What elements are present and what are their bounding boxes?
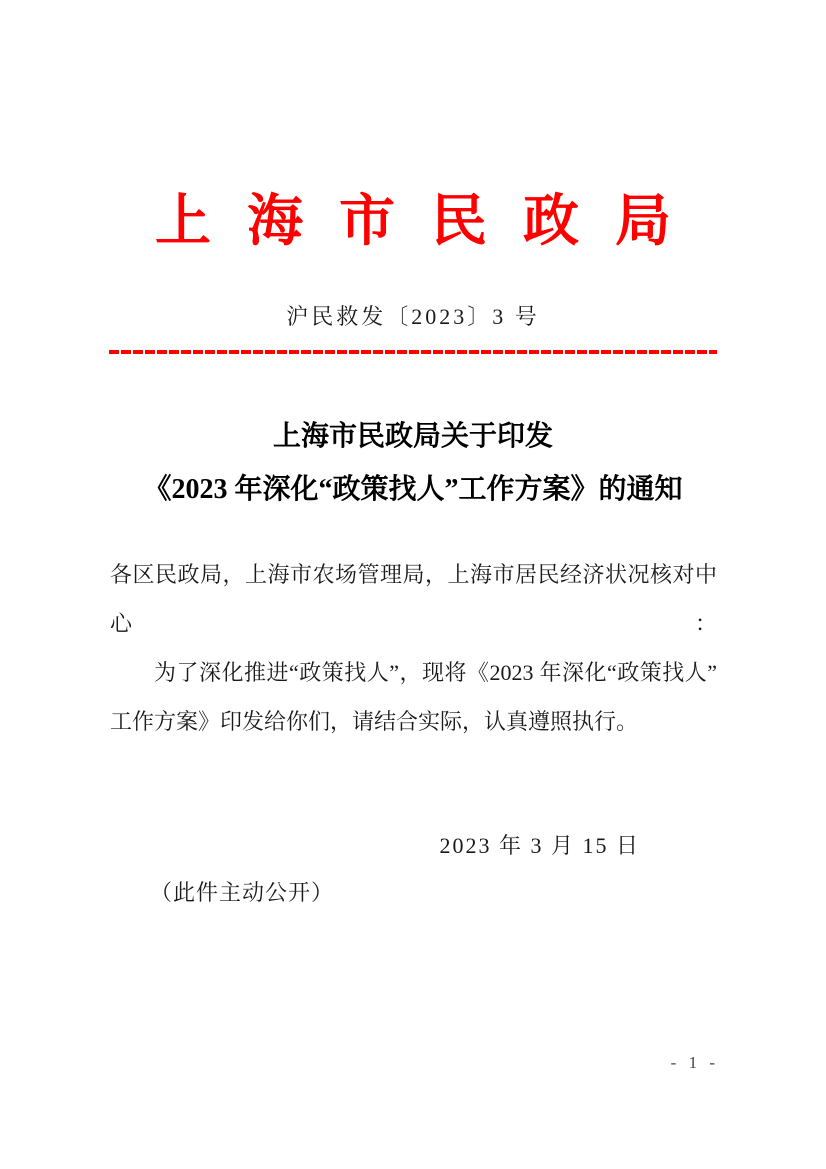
- doc-title-line2: 《2023 年深化“政策找人”工作方案》的通知: [143, 474, 683, 505]
- doc-number: 沪民救发〔2023〕3 号: [286, 304, 540, 329]
- doc-title: [0, 410, 826, 516]
- page-number: - 1 -: [670, 1053, 719, 1072]
- body-line: 为了深化推进“政策找人”，现将《2023 年深化“政策找人”: [154, 660, 717, 685]
- red-divider-line: [109, 350, 717, 354]
- doc-title-line1: 上海市民政局关于印发: [272, 421, 553, 452]
- body-text: [110, 550, 717, 746]
- agency-title: 上海市民政局: [155, 191, 707, 253]
- disclosure-note: （此件主动公开）: [150, 880, 335, 905]
- signature-date: 2023 年 3 月 15 日: [439, 833, 640, 858]
- body-line: 工作方案》印发给你们，请结合实际，认真遵照执行。: [110, 709, 639, 734]
- body-line-salutation: 各区民政局，上海市农场管理局，上海市居民经济状况核对中心：: [110, 562, 717, 636]
